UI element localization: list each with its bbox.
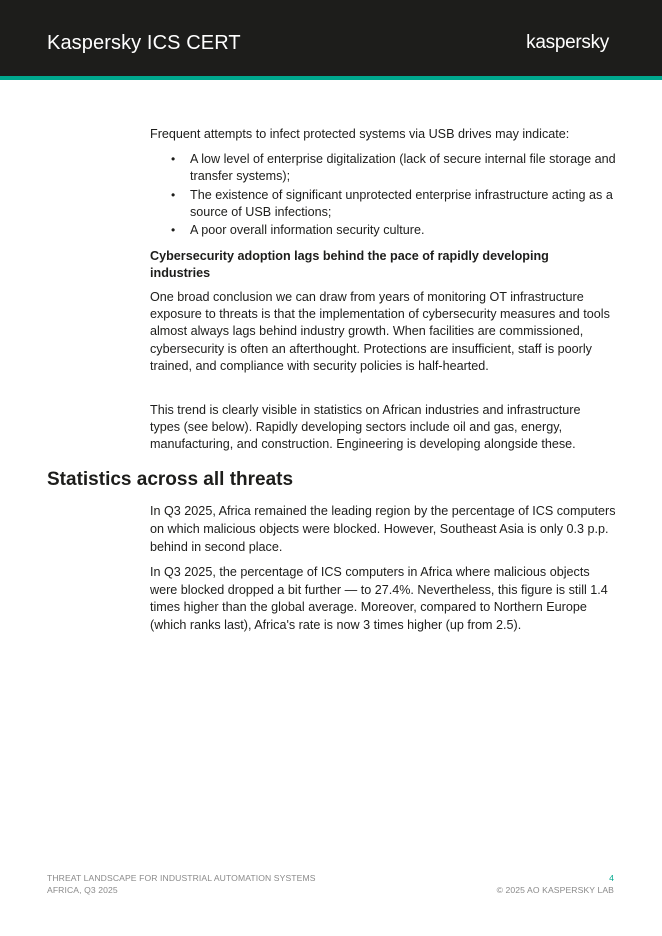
- header-accent-stripe: [0, 76, 662, 80]
- kaspersky-logo: kaspersky: [526, 32, 609, 53]
- bullet-dot: •: [171, 223, 176, 238]
- bullet-dot: •: [171, 152, 176, 166]
- body-paragraph-1: One broad conclusion we can draw from years of monitoring OT infrastructure exposure to threats is that the implementation of cybersecurity measures and tools almost always lags behind industry growth. When facilities are commissioned, cybersecurity is often an afterthought. Protections are insufficient, staff is poorly trained, and compliance with security policies is half-hearted.: [150, 290, 610, 373]
- footer-title-line-1: THREAT LANDSCAPE FOR INDUSTRIAL AUTOMATION SYSTEMS: [47, 873, 316, 883]
- intro-paragraph: Frequent attempts to infect protected systems via USB drives may indicate:: [150, 127, 570, 141]
- list-item: [150, 222, 618, 239]
- copyright: © 2025 AO KASPERSKY LAB: [496, 885, 614, 895]
- body-paragraph-3: In Q3 2025, Africa remained the leading region by the percentage of ICS computers on which malicious objects were blocked. However, Southeast Asia is only 0.3 p.p. behind in second place.: [150, 504, 616, 554]
- header-title: Kaspersky ICS CERT: [47, 32, 241, 54]
- list-item: [150, 187, 618, 222]
- footer-title-line-2: AFRICA, Q3 2025: [47, 885, 118, 895]
- body-paragraph-2: This trend is clearly visible in statistics on African industries and infrastructure types (see below). Rapidly developing sectors include oil and gas, energy, manufacturing, and construction. Engineering is developing alongside these.: [150, 403, 581, 452]
- page-number: 4: [609, 873, 614, 883]
- subheading: Cybersecurity adoption lags behind the pace of rapidly developing industries: [150, 249, 549, 280]
- footer-meta: [497, 872, 614, 896]
- bullet-dot: •: [171, 187, 176, 202]
- list-item-text: A low level of enterprise digitalization (lack of secure internal file storage and transfer systems);: [190, 152, 616, 184]
- bullet-list: [150, 151, 618, 240]
- footer-report-title: [47, 872, 316, 896]
- list-item-text: The existence of significant unprotected enterprise infrastructure acting as a source of USB infections;: [190, 187, 613, 219]
- list-item: [150, 151, 618, 186]
- page-header: [0, 0, 662, 76]
- list-item-text: A poor overall information security culture.: [190, 223, 425, 238]
- section-heading: Statistics across all threats: [47, 469, 294, 490]
- body-paragraph-4: In Q3 2025, the percentage of ICS computers in Africa where malicious objects were blocked dropped a bit further — to 27.4%. Nevertheless, this figure is still 1.4 times higher than the global average. Moreover, compared to Northern Europe (which ranks last), Africa's rate is now 3 times higher (up from 2.5).: [150, 565, 608, 632]
